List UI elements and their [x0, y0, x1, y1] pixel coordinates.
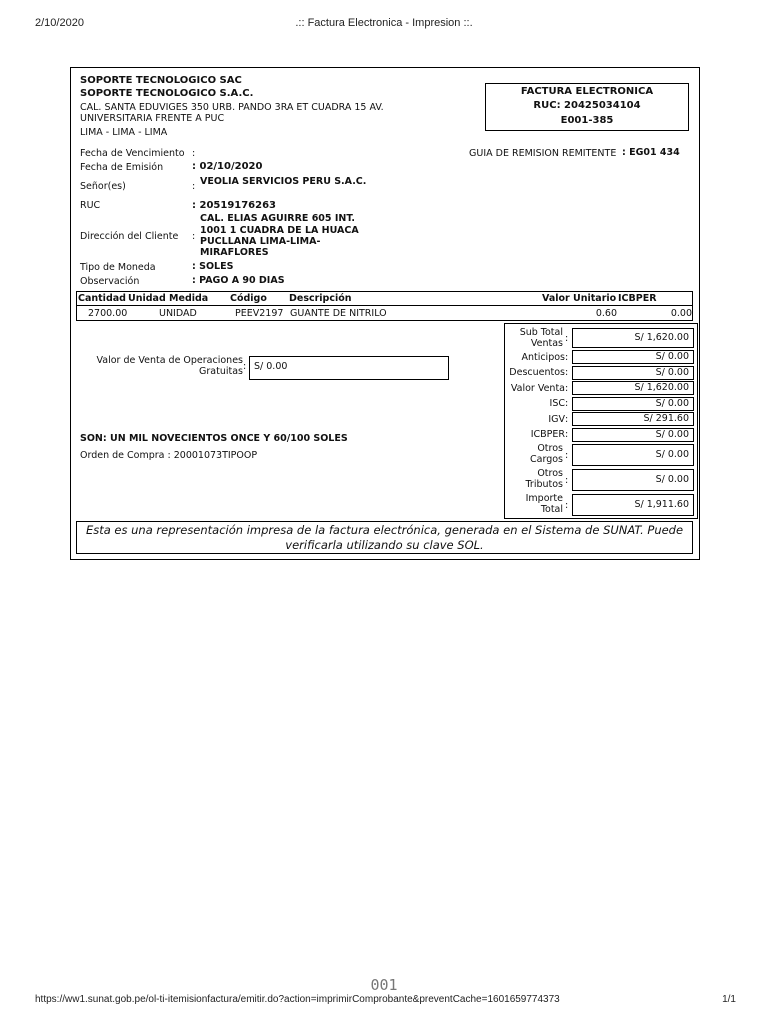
footer-note-line-2: verificarla utilizando su clave SOL.	[285, 538, 484, 552]
isc-value: S/ 0.00	[572, 397, 694, 411]
anticipos-value: S/ 0.00	[572, 350, 694, 364]
issuer-address-2: UNIVERSITARIA FRENTE A PUC	[80, 113, 225, 124]
purchase-order: Orden de Compra : 20001073TIPOOP	[80, 450, 258, 461]
otros-tributos-label-2: Tributos	[525, 479, 563, 490]
invoice-number: E001-385	[560, 115, 614, 126]
row-unidad: UNIDAD	[159, 308, 197, 319]
otros-cargos-label-1: Otros	[537, 443, 563, 454]
observation-label: Observación	[80, 276, 140, 287]
icbper-colon: :	[565, 429, 569, 440]
issuer-name: SOPORTE TECNOLOGICO SAC	[80, 75, 242, 86]
currency-value: : SOLES	[192, 261, 234, 272]
client-address-label: Dirección del Cliente	[80, 231, 179, 242]
otros-cargos-colon: :	[565, 450, 569, 461]
igv-colon: :	[565, 414, 569, 425]
page-number-stamp: 001	[370, 976, 398, 994]
issuer-address-1: CAL. SANTA EDUVIGES 350 URB. PANDO 3RA ET CUADRA 15 AV.	[80, 102, 384, 113]
importe-label-2: Total	[540, 504, 563, 515]
free-ops-value: S/ 0.00	[249, 356, 449, 380]
client-label: Señor(es)	[80, 181, 126, 192]
descuentos-label: Descuentos	[509, 367, 565, 378]
igv-label: IGV	[548, 414, 565, 425]
igv-value: S/ 291.60	[572, 412, 694, 426]
client-ruc-label: RUC	[80, 200, 101, 211]
print-date: 2/10/2020	[35, 17, 84, 29]
otros-tributos-label-1: Otros	[537, 468, 563, 479]
row-cantidad: 2700.00	[88, 308, 128, 319]
guide-value: : EG01 434	[622, 147, 680, 158]
due-date-label: Fecha de Vencimiento	[80, 148, 185, 159]
emission-date-value: : 02/10/2020	[192, 161, 263, 172]
otros-cargos-label-2: Cargos	[530, 454, 563, 465]
row-icbper: 0.00	[670, 308, 692, 319]
icbper-value: S/ 0.00	[572, 428, 694, 442]
row-codigo: PEEV2197	[235, 308, 284, 319]
anticipos-colon: :	[565, 352, 569, 363]
importe-colon: :	[565, 500, 569, 511]
guide-label: GUIA DE REMISION REMITENTE	[469, 148, 617, 159]
valor-venta-value: S/ 1,620.00	[572, 381, 694, 395]
footer-note-line-1: Esta es una representación impresa de la factura electrónica, generada en el Sistema de SUNAT. Puede	[85, 523, 684, 537]
issuer-city: LIMA - LIMA - LIMA	[80, 127, 168, 138]
otros-cargos-value: S/ 0.00	[572, 444, 694, 466]
invoice-type: FACTURA ELECTRONICA	[520, 86, 654, 97]
print-page-count: 1/1	[722, 994, 736, 1005]
subtotal-label-1: Sub Total	[519, 327, 563, 338]
anticipos-label: Anticipos	[521, 352, 565, 363]
valor-venta-colon: :	[565, 383, 569, 394]
currency-label: Tipo de Moneda	[80, 262, 156, 273]
col-header-descripcion: Descripción	[289, 293, 352, 304]
client-address-line-2: 1001 1 CUADRA DE LA HUACA	[200, 225, 359, 236]
issuer-legal-name: SOPORTE TECNOLOGICO S.A.C.	[80, 88, 254, 99]
descuentos-value: S/ 0.00	[572, 366, 694, 380]
invoice-ruc: RUC: 20425034104	[533, 100, 641, 111]
due-date-value: :	[192, 148, 196, 159]
isc-colon: :	[565, 398, 569, 409]
otros-tributos-value: S/ 0.00	[572, 469, 694, 491]
subtotal-value: S/ 1,620.00	[572, 328, 694, 348]
icbper-label: ICBPER	[530, 429, 565, 440]
client-address-line-4: MIRAFLORES	[200, 247, 269, 258]
free-ops-colon: :	[243, 361, 247, 372]
emission-date-label: Fecha de Emisión	[80, 162, 164, 173]
col-header-valor-unitario: Valor Unitario	[542, 293, 617, 304]
client-address-line-3: PUCLLANA LIMA-LIMA-	[200, 236, 321, 247]
col-header-codigo: Código	[230, 293, 267, 304]
row-descripcion: GUANTE DE NITRILO	[290, 308, 387, 319]
row-valor-unitario: 0.60	[595, 308, 617, 319]
free-ops-label-1: Valor de Venta de Operaciones	[96, 355, 243, 366]
client-colon: :	[192, 181, 196, 192]
col-header-unidad: Unidad Medida	[128, 293, 209, 304]
print-url: https://ww1.sunat.gob.pe/ol-ti-itemisionfactura/emitir.do?action=imprimirComprobante&preventCache=1601659774373	[35, 994, 560, 1005]
free-ops-label-2: Gratuitas	[199, 366, 243, 377]
client-name: VEOLIA SERVICIOS PERU S.A.C.	[200, 176, 367, 187]
client-ruc-value: : 20519176263	[192, 200, 277, 211]
observation-value: : PAGO A 90 DIAS	[192, 275, 285, 286]
valor-venta-label: Valor Venta	[510, 383, 565, 394]
items-table-divider	[76, 305, 693, 306]
client-address-colon: :	[192, 231, 196, 242]
col-header-cantidad: Cantidad	[78, 293, 126, 304]
isc-label: ISC	[549, 398, 565, 409]
importe-label-1: Importe	[525, 493, 563, 504]
amount-in-words: SON: UN MIL NOVECIENTOS ONCE Y 60/100 SOLES	[80, 433, 348, 444]
descuentos-colon: :	[565, 367, 569, 378]
subtotal-colon: :	[565, 333, 569, 344]
subtotal-label-2: Ventas	[530, 338, 563, 349]
client-address-line-1: CAL. ELIAS AGUIRRE 605 INT.	[200, 213, 355, 224]
otros-tributos-colon: :	[565, 475, 569, 486]
importe-value: S/ 1,911.60	[572, 494, 694, 516]
col-header-icbper: ICBPER	[618, 293, 657, 304]
print-title: .:: Factura Electronica - Impresion ::.	[295, 17, 473, 29]
